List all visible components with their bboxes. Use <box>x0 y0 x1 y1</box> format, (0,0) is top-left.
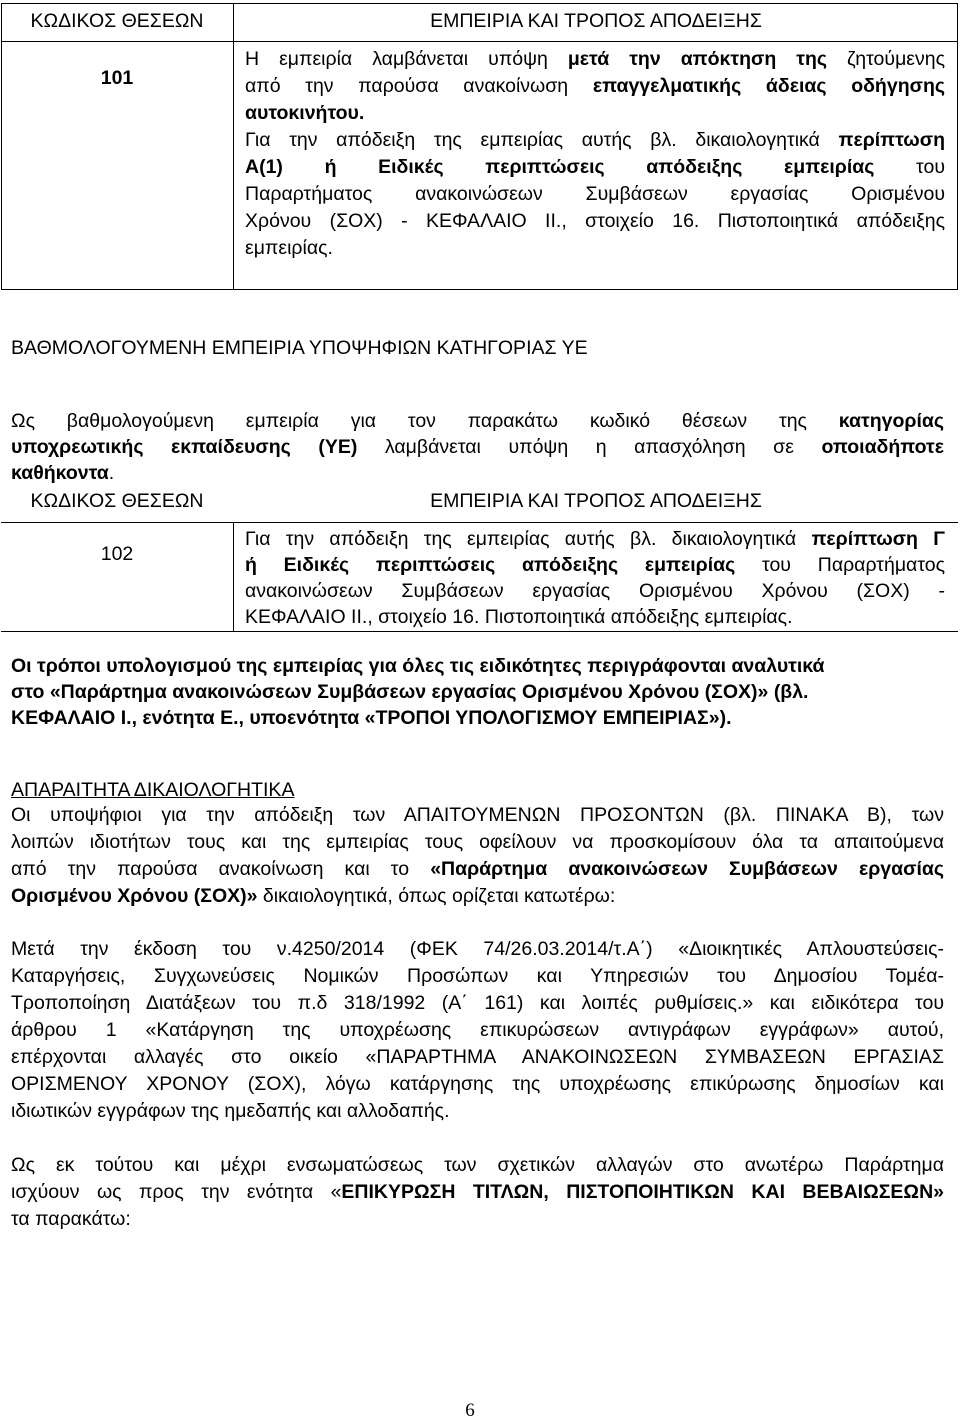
text-run: περίπτωση <box>838 129 945 151</box>
text-run: τα παρακάτω: <box>11 1208 131 1230</box>
table2-experience-text <box>245 526 945 630</box>
text-line <box>11 936 944 963</box>
table-divider <box>1 522 958 523</box>
text-run: Για την απόδειξη της εμπειρίας αυτής βλ. δικαιολογητικά <box>245 528 812 550</box>
required-documents-paragraph <box>11 802 944 910</box>
text-line <box>11 1071 944 1098</box>
text-run: Χρόνου (ΣΟΧ) - ΚΕΦΑΛΑΙΟ ΙΙ., στοιχείο 16. Πιστοποιητικά απόδειξης <box>245 210 945 232</box>
text-run: επαγγελματικής άδειας οδήγησης <box>592 75 945 97</box>
text-run: . <box>108 462 115 484</box>
text-line <box>11 653 944 679</box>
table2-header-experience: ΕΜΠΕΙΡΙΑ ΚΑΙ ΤΡΟΠΟΣ ΑΠΟΔΕΙΞΗΣ <box>430 490 762 512</box>
law-paragraph <box>11 936 944 1125</box>
text-run: αυτοκινήτου. <box>245 102 365 124</box>
text-line <box>11 802 944 829</box>
text-line <box>11 460 944 486</box>
text-run: μετά την απόκτηση της <box>567 48 828 70</box>
text-run: του <box>874 156 945 178</box>
text-run: ΚΕΦΑΛΑΙΟ ΙΙ. <box>245 606 368 628</box>
text-run: ΕΠΙΚΥΡΩΣΗ ΤΙΤΛΩΝ, ΠΙΣΤΟΠΟΙΗΤΙΚΩΝ ΚΑΙ ΒΕΒΑΙΩΣΕΩΝ» <box>341 1181 944 1203</box>
text-run: ζητούμενης <box>827 48 945 70</box>
intro-paragraph <box>11 408 944 486</box>
text-run: Ορισμένου Χρόνου (ΣΟΧ)» <box>11 885 258 907</box>
text-line <box>245 127 945 154</box>
text-run: ισχύουν ως προς την ενότητα « <box>11 1181 342 1203</box>
table-divider <box>1 41 958 42</box>
text-run: Α(1) ή Ειδικές περιπτώσεις απόδειξης εμπειρίας <box>245 156 875 178</box>
text-run: στο «Παράρτημα ανακοινώσεων Συμβάσεων εργασίας Ορισμένου Χρόνου (ΣΟΧ)» (βλ. <box>11 681 809 703</box>
text-line <box>11 963 944 990</box>
text-run: καθήκοντα <box>11 462 109 484</box>
table-divider <box>233 522 234 632</box>
text-line <box>11 829 944 856</box>
text-run: άρθρου 1 «Κατάργηση της υποχρέωσης επικυρώσεων αντιγράφων εγγράφων» αυτού, <box>11 1019 944 1041</box>
text-run: Παραρτήματος ανακοινώσεων Συμβάσεων εργασίας Ορισμένου <box>245 183 945 205</box>
text-run: ΚΕΦΑΛΑΙΟ Ι., ενότητα Ε., υποενότητα «ΤΡΟΠΟΙ ΥΠΟΛΟΓΙΣΜΟΥ ΕΜΠΕΙΡΙΑΣ»). <box>11 707 732 729</box>
text-line <box>11 883 944 910</box>
text-run: λαμβάνεται υπόψη η απασχόληση σε <box>357 436 822 458</box>
text-line <box>11 1206 944 1233</box>
text-run: Ως βαθμολογούμενη εμπειρία για τον παρακάτω κωδικό θέσεων της <box>11 410 839 432</box>
table1-header-experience: ΕΜΠΕΙΡΙΑ ΚΑΙ ΤΡΟΠΟΣ ΑΠΟΔΕΙΞΗΣ <box>430 10 762 32</box>
text-run: , στοιχείο 16. Πιστοποιητικά απόδειξης εμπειρίας. <box>367 606 793 628</box>
text-line <box>11 408 944 434</box>
text-run: ή Ειδικές περιπτώσεις απόδειξης εμπειρίας <box>245 554 736 576</box>
text-line <box>245 73 945 100</box>
text-line <box>245 235 945 262</box>
page-number: 6 <box>465 1400 475 1421</box>
table2-code: 102 <box>100 543 134 565</box>
text-run: ΟΡΙΣΜΕΝΟΥ ΧΡΟΝΟΥ (ΣΟΧ), λόγω κατάργησης της υποχρέωσης επικύρωσης δημοσίων και <box>11 1073 944 1095</box>
text-line <box>245 552 945 578</box>
text-run: Οι υποψήφιοι για την απόδειξη των ΑΠΑΙΤΟΥΜΕΝΩΝ ΠΡΟΣΟΝΤΩΝ (βλ. ΠΙΝΑΚΑ Β), των <box>11 804 944 826</box>
text-line <box>11 679 944 705</box>
text-line <box>245 181 945 208</box>
text-run: υποχρεωτικής εκπαίδευσης (ΥΕ) <box>11 436 358 458</box>
text-run: λοιπών ιδιοτήτων τους και της εμπειρίας τους οφείλουν να προσκομίσουν όλα τα απαιτούμενα <box>11 831 944 853</box>
table1-code: 101 <box>100 67 134 89</box>
section-title: ΒΑΘΜΟΛΟΓΟΥΜΕΝΗ ΕΜΠΕΙΡΙΑ ΥΠΟΨΗΦΙΩΝ ΚΑΤΗΓΟΡΙΑΣ ΥΕ <box>11 337 588 359</box>
text-line <box>245 154 945 181</box>
text-line <box>245 526 945 552</box>
text-run: Για την απόδειξη της εμπειρίας αυτής βλ. δικαιολογητικά <box>245 129 839 151</box>
table1-experience-text <box>245 46 945 262</box>
consequently-paragraph <box>11 1152 944 1233</box>
text-run: Μετά την έκδοση του ν.4250/2014 (ΦΕΚ 74/26.03.2014/τ.Α΄) «Διοικητικές Απλουστεύσεις- <box>11 938 944 960</box>
text-run: του Παραρτήματος <box>735 554 945 576</box>
text-line <box>11 1017 944 1044</box>
text-line <box>11 856 944 883</box>
text-line <box>11 705 944 731</box>
text-run: οποιαδήποτε <box>821 436 944 458</box>
text-run: από την παρούσα ανακοίνωση και το <box>11 858 431 880</box>
text-line <box>11 1098 944 1125</box>
text-run: Καταργήσεις, Συγχωνεύσεις Νομικών Προσώπων και Υπηρεσιών του Δημοσίου Τομέα- <box>11 965 944 987</box>
calculation-methods-paragraph <box>11 653 944 731</box>
text-line <box>245 46 945 73</box>
text-line <box>245 578 945 604</box>
text-run: Τροποποίηση Διατάξεων του π.δ 318/1992 (Α΄ 161) και λοιπές ρυθμίσεις.» και ειδικότερα του <box>11 992 944 1014</box>
text-run: ανακοινώσεων Συμβάσεων εργασίας Ορισμένου Χρόνου (ΣΟΧ) - <box>245 580 945 602</box>
text-run: «Παράρτημα ανακοινώσεων Συμβάσεων εργασίας <box>430 858 944 880</box>
text-run: Οι τρόποι υπολογισμού της εμπειρίας για όλες τις ειδικότητες περιγράφονται αναλυτικά <box>11 655 825 677</box>
text-line <box>11 1044 944 1071</box>
text-run: περίπτωση Γ <box>811 528 945 550</box>
text-line <box>11 990 944 1017</box>
text-run: ιδιωτικών εγγράφων της ημεδαπής και αλλοδαπής. <box>11 1100 450 1122</box>
text-run: κατηγορίας <box>838 410 944 432</box>
table-divider <box>1 631 958 632</box>
text-run: Ως εκ τούτου και μέχρι ενσωματώσεως των σχετικών αλλαγών στο ανωτέρω Παράρτημα <box>11 1154 944 1176</box>
text-line <box>245 208 945 235</box>
text-run: από την παρούσα ανακοίνωση <box>245 75 593 97</box>
text-run: δικαιολογητικά, όπως ορίζεται κατωτέρω: <box>257 885 616 907</box>
table-divider <box>233 3 234 290</box>
required-documents-title: ΑΠΑΡΑΙΤΗΤΑ ΔΙΚΑΙΟΛΟΓΗΤΙΚΑ <box>11 779 295 801</box>
text-run: εμπειρίας. <box>245 237 333 259</box>
text-line <box>245 100 945 127</box>
table2-header-code: ΚΩΔΙΚΟΣ ΘΕΣΕΩΝ <box>30 490 204 512</box>
text-line <box>11 434 944 460</box>
text-run: επέρχονται αλλαγές στο οικείο «ΠΑΡΑΡΤΗΜΑ ΑΝΑΚΟΙΝΩΣΕΩΝ ΣΥΜΒΑΣΕΩΝ ΕΡΓΑΣΙΑΣ <box>11 1046 944 1068</box>
text-run: Η εμπειρία λαμβάνεται υπόψη <box>245 48 568 70</box>
text-line <box>11 1152 944 1179</box>
text-line <box>245 604 945 630</box>
table1-header-code: ΚΩΔΙΚΟΣ ΘΕΣΕΩΝ <box>30 10 204 32</box>
text-line <box>11 1179 944 1206</box>
